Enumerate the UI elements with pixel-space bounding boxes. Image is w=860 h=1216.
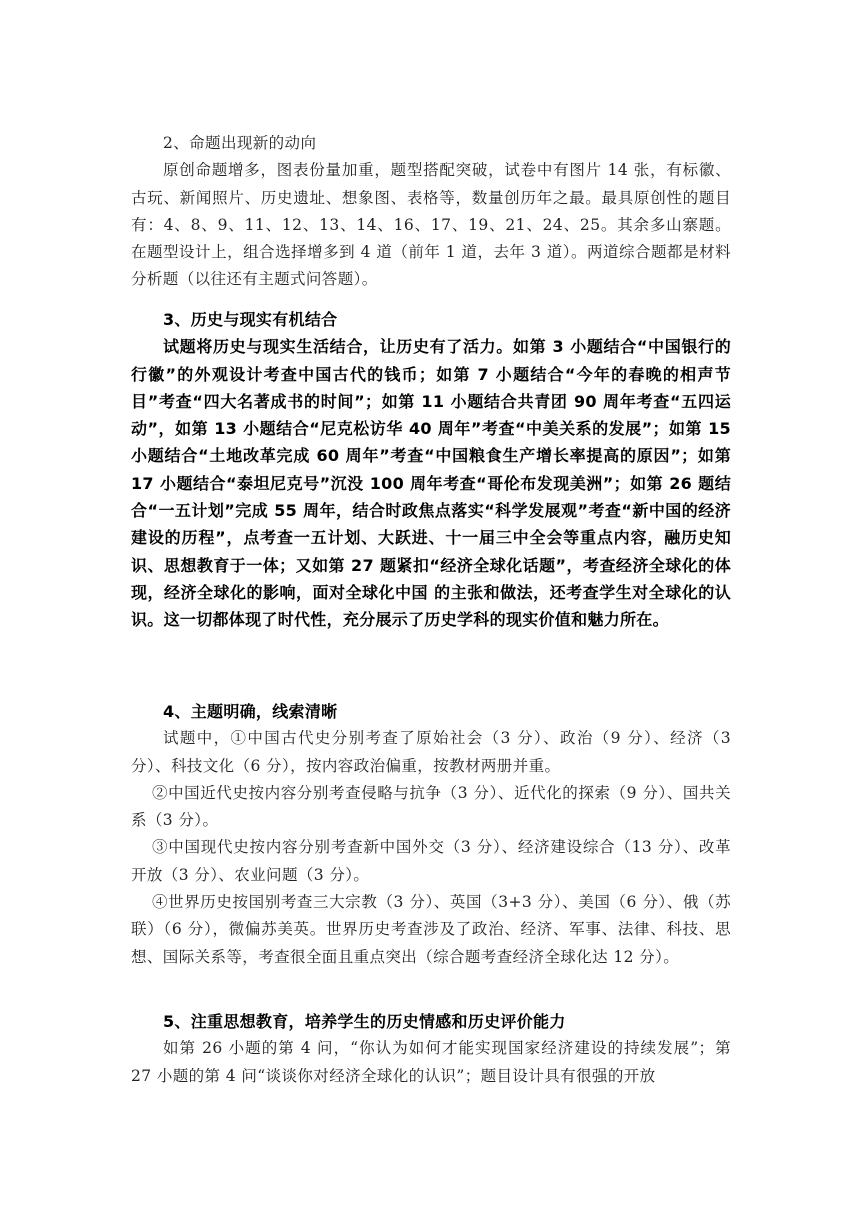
section-4-paragraph-3: ③中国现代史按内容分别考查新中国外交（3 分）、经济建设综合（13 分）、改革开放（3 分）、农业问题（3 分）。 [131,838,731,884]
section-4-paragraph-2: ②中国近代史按内容分别考查侵略与抗争（3 分）、近代化的探索（9 分）、国共关系（3 分）。 [131,783,731,830]
section-4-paragraph-4: ④世界历史按国别考查三大宗教（3 分）、英国（3+3 分）、美国（6 分）、俄（苏联）（6 分），微偏苏美英。世界历史考查涉及了政治、经济、军事、法律、科技、思想、国际关系等，考查很全面且重点突出（综合题考查经济全球化达 12 分）。 [131,893,731,966]
section-5-heading: 5、注重思想教育，培养学生的历史情感和历史评价能力 [163,1012,566,1031]
section-5-paragraph: 如第 26 小题的第 4 问，“你认为如何才能实现国家经济建设的持续发展”；第 27 小题的第 4 问“谈谈你对经济全球化的认识”；题目设计具有很强的开放 [131,1039,731,1085]
section-2-paragraph: 原创命题增多，图表份量加重，题型搭配突破，试卷中有图片 14 张，有标徽、古玩、新闻照片、历史遗址、想象图、表格等，数量创历年之最。最具原创性的题目有：4、8、9、11、12、13、14、16、17、19、21、24、25。其余多山寨题。在题型设计上，组合选择增多到 4 道（前年 1 道，去年 3 道）。两道综合题都是材料分析题（以往还有主题式问答题）。 [131,161,731,289]
section-3-heading: 3、历史与现实有机结合 [163,310,338,329]
section-2-heading: 2、命题出现新的动向 [163,134,317,152]
section-5 [131,1008,731,1090]
section-4-heading: 4、主题明确，线索清晰 [163,702,338,721]
section-4-paragraph-1: 试题中，①中国古代史分别考查了原始社会（3 分）、政治（9 分）、经济（3 分）、科技文化（6 分），按内容政治偏重，按教材两册并重。 [131,729,731,775]
section-3 [131,306,731,634]
section-2 [131,130,731,294]
section-4 [131,698,731,971]
section-3-paragraph: 试题将历史与现实生活结合，让历史有了活力。如第 3 小题结合“中国银行的行徽”的外观设计考查中国古代的钱币；如第 7 小题结合“今年的春晚的相声节目”考查“四大名著成书的时间”；如第 11 小题结合共青团 90 周年考查“五四运动”，如第 13 小题结合“尼克松访华 40 周年”考查“中美关系的发展”；如第 15 小题结合“土地改革完成 60 周年”考查“中国粮食生产增长率提高的原因”；如第 17 小题结合“泰坦尼克号”沉没 100 周年考查“哥伦布发现美洲”；如第 26 题结合“一五计划”完成 55 周年，结合时政焦点落实“科学发展观”考查“新中国的经济建设的历程”，点考查一五计划、大跃进、十一届三中全会等重点内容，融历史知识、思想教育于一体；又如第 27 题紧扣“经济全球化话题”，考查经济全球化的体现，经济全球化的影响，面对全球化中国 的主张和做法，还考查学生对全球化的认识。这一切都体现了时代性，充分展示了历史学科的现实价值和魅力所在。 [131,337,731,630]
